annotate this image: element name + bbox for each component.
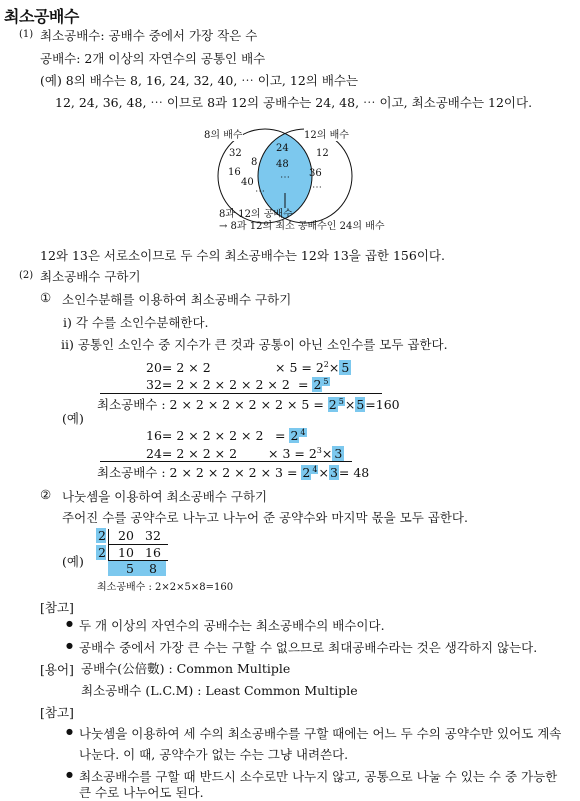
divisor: 2 bbox=[98, 545, 106, 560]
venn-num: 12 bbox=[316, 148, 329, 159]
venn-note-1: 8과 12의 공배수 bbox=[219, 209, 293, 220]
venn-left-label: 8의 배수 bbox=[204, 126, 243, 141]
reference-bullet: ● 최소공배수를 구할 때 반드시 소수로만 나누지 않고, 공통으로 나눌 수 있는 수 중 가능한 bbox=[79, 767, 557, 785]
factor-20: 20= 2 × 2 bbox=[146, 360, 211, 375]
reference-bullet: ● 두 개 이상의 자연수의 공배수는 최소공배수의 배수이다. bbox=[79, 616, 385, 634]
term-lcm: 최소공배수 (L.C.M) : Least Common Multiple bbox=[81, 683, 358, 698]
method-1-title: 소인수분해를 이용하여 최소공배수 구하기 bbox=[62, 292, 292, 307]
reference-heading: [참고] bbox=[40, 600, 74, 615]
lcm-definition: 최소공배수: 공배수 중에서 가장 작은 수 bbox=[40, 28, 258, 43]
step-i: i) 각 수를 소인수분해한다. bbox=[63, 315, 209, 330]
venn-num: ⋯ bbox=[312, 182, 322, 193]
venn-note-2: → 8과 12의 최소 공배수인 24의 배수 bbox=[219, 221, 385, 232]
lcm-result-b: 최소공배수 : 2 × 2 × 2 × 2 × 3 = 2 $^4$×3= 48 bbox=[97, 464, 370, 480]
quotient: 5 bbox=[126, 561, 134, 576]
venn-num: 8 bbox=[251, 157, 258, 168]
dividend: 10 bbox=[118, 545, 134, 560]
divider-line bbox=[100, 461, 352, 462]
method-2-title: 나눗셈을 이용하여 최소공배수 구하기 bbox=[62, 489, 268, 504]
division-result: 최소공배수 : 2×2×5×8=160 bbox=[97, 582, 234, 593]
lcm-result-a: 최소공배수 : 2 × 2 × 2 × 2 × 2 × 5 = 2 $^5$×5=160 bbox=[97, 396, 400, 412]
section-1-number: (1) bbox=[19, 29, 34, 40]
factor-32-result: = 2 $^5$ bbox=[298, 377, 329, 393]
venn-num: ⋯ bbox=[255, 186, 265, 197]
reference-bullet: ● 공배수 중에서 가장 큰 수는 구할 수 없으므로 최대공배수라는 것은 생각하지 않는다. bbox=[79, 638, 537, 656]
reference-bullet: ● 나눗셈을 이용하여 세 수의 최소공배수를 구할 때에는 어느 두 수의 공약수만 있어도 계속 bbox=[79, 724, 561, 742]
term-common-multiple: 공배수(公倍數) : Common Multiple bbox=[81, 661, 291, 676]
example-line-1: (예) 8의 배수는 8, 16, 24, 32, 40, ⋯ 이고, 12의 배수는 bbox=[40, 73, 359, 88]
quotient: 8 bbox=[149, 561, 157, 576]
venn-num: 36 bbox=[309, 168, 322, 179]
division-line bbox=[108, 560, 168, 561]
dividend: 20 bbox=[118, 528, 134, 543]
example-line-2: 12, 24, 36, 48, ⋯ 이므로 8과 12의 공배수는 24, 48, ⋯ 이고, 최소공배수는 12이다. bbox=[55, 95, 533, 110]
factor-24-result: × $3 = 2^3\times 3$ bbox=[268, 446, 343, 462]
reference-bullet-cont: 큰 수로 나누어도 된다. bbox=[79, 785, 204, 800]
dividend: 32 bbox=[145, 528, 161, 543]
venn-num: 48 bbox=[276, 159, 289, 170]
section-2-number: (2) bbox=[19, 270, 34, 281]
method-2-number: ② bbox=[40, 487, 52, 502]
venn-right-label: 12의 배수 bbox=[304, 126, 349, 141]
venn-num: ⋯ bbox=[280, 172, 290, 183]
divisor: 2 bbox=[98, 528, 106, 543]
step-ii: ii) 공통인 소인수 중 지수가 큰 것과 공통이 아닌 소인수를 모두 곱한다. bbox=[61, 337, 448, 352]
method-1-number: ① bbox=[40, 290, 52, 305]
venn-num: 24 bbox=[276, 143, 289, 154]
factor-16: 16= 2 × 2 × 2 × 2 bbox=[146, 428, 264, 443]
factor-32: 32= 2 × 2 × 2 × 2 × 2 bbox=[146, 377, 290, 392]
venn-num: 16 bbox=[228, 167, 241, 178]
example-label: (예) bbox=[62, 554, 84, 569]
quotient-highlight bbox=[108, 561, 166, 576]
dividend: 16 bbox=[145, 545, 161, 560]
method-2-description: 주어진 수를 공약수로 나누고 나누어 준 공약수와 마지막 몫을 모두 곱한다. bbox=[62, 510, 468, 525]
divider-line bbox=[100, 393, 382, 394]
term-heading: [용어] bbox=[40, 662, 74, 677]
coprime-note: 12와 13은 서로소이므로 두 수의 최소공배수는 12와 13을 곱한 156이다. bbox=[40, 248, 445, 263]
venn-num: 32 bbox=[229, 148, 242, 159]
factor-24: 24= 2 × 2 × 2 bbox=[146, 446, 238, 461]
section-2-heading: 최소공배수 구하기 bbox=[40, 269, 141, 284]
factor-20-result: × $5 = 2^2\times 5$ bbox=[275, 360, 350, 376]
page-title: 최소공배수 bbox=[4, 7, 79, 26]
reference-heading: [참고] bbox=[40, 705, 74, 720]
factor-16-result: = 2 $^4$ bbox=[275, 428, 306, 444]
common-multiple-definition: 공배수: 2개 이상의 자연수의 공통인 배수 bbox=[40, 51, 266, 66]
reference-bullet-cont: 나눈다. 이 때, 공약수가 없는 수는 그냥 내려쓴다. bbox=[79, 747, 349, 762]
venn-num: 40 bbox=[241, 177, 254, 188]
example-label: (예) bbox=[62, 411, 84, 426]
